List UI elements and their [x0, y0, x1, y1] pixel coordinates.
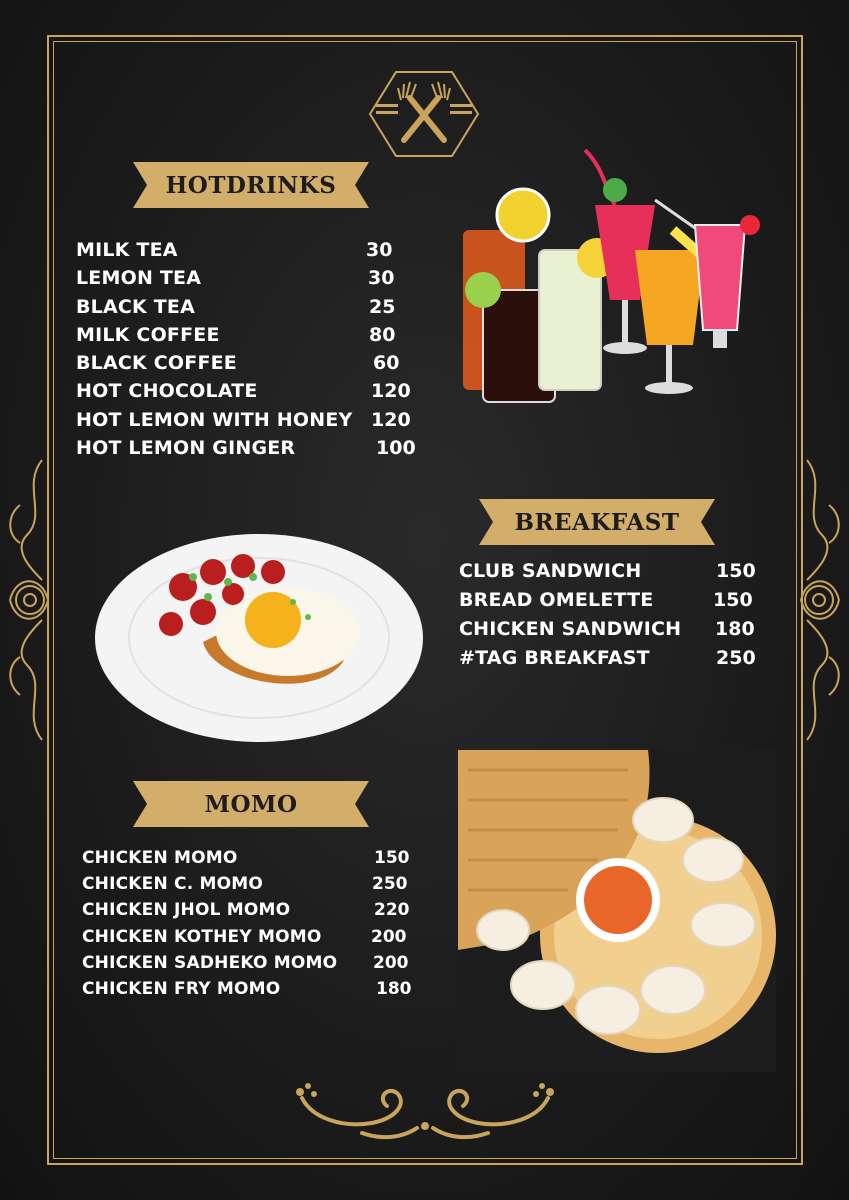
- menu-item-price: 100: [376, 437, 416, 459]
- hotdrinks-banner: [133, 162, 369, 208]
- menu-item-price: 200: [373, 953, 409, 973]
- menu-item-name: CHICKEN SANDWICH: [459, 618, 682, 640]
- menu-item-price: 150: [374, 848, 410, 868]
- momo-steamer-image: [458, 750, 776, 1072]
- menu-item-name: CHICKEN MOMO: [82, 848, 238, 868]
- menu-item-name: BREAD OMELETTE: [459, 589, 654, 611]
- menu-item-price: 220: [374, 900, 410, 920]
- menu-item-name: BLACK TEA: [76, 296, 196, 318]
- menu-item-name: MILK TEA: [76, 239, 178, 261]
- menu-item-price: 60: [373, 352, 400, 374]
- menu-item-price: 150: [713, 589, 753, 611]
- menu-item-name: CHICKEN KOTHEY MOMO: [82, 927, 322, 947]
- menu-item-price: 80: [369, 324, 396, 346]
- menu-item-name: HOT CHOCOLATE: [76, 380, 258, 402]
- momo-banner: [133, 781, 369, 827]
- menu-item-price: 25: [369, 296, 396, 318]
- right-scroll-ornament-icon: [797, 455, 847, 745]
- menu-item-name: CHICKEN SADHEKO MOMO: [82, 953, 338, 973]
- menu-item-name: LEMON TEA: [76, 267, 202, 289]
- menu-item-price: 180: [376, 979, 412, 999]
- left-scroll-ornament-icon: [2, 455, 52, 745]
- menu-item-name: CHICKEN FRY MOMO: [82, 979, 281, 999]
- bottom-flourish-ornament-icon: [292, 1078, 558, 1144]
- momo-title: MOMO: [204, 790, 298, 818]
- menu-item-name: CLUB SANDWICH: [459, 560, 642, 582]
- menu-item-name: HOT LEMON GINGER: [76, 437, 296, 459]
- breakfast-title: BREAKFAST: [514, 508, 680, 536]
- breakfast-plate-image: [93, 532, 426, 744]
- menu-item-price: 250: [716, 647, 756, 669]
- menu-item-name: BLACK COFFEE: [76, 352, 237, 374]
- menu-item-name: CHICKEN C. MOMO: [82, 874, 264, 894]
- menu-item-price: 200: [371, 927, 407, 947]
- breakfast-banner: [479, 499, 715, 545]
- menu-item-price: 120: [371, 380, 411, 402]
- menu-item-price: 120: [371, 409, 411, 431]
- menu-item-price: 30: [366, 239, 393, 261]
- menu-item-price: 250: [372, 874, 408, 894]
- menu-item-name: CHICKEN JHOL MOMO: [82, 900, 291, 920]
- menu-item-name: HOT LEMON WITH HONEY: [76, 409, 353, 431]
- menu-item-name: #TAG BREAKFAST: [459, 647, 650, 669]
- menu-item-price: 180: [715, 618, 755, 640]
- menu-item-name: MILK COFFEE: [76, 324, 220, 346]
- menu-item-price: 150: [716, 560, 756, 582]
- hotdrinks-title: HOTDRINKS: [165, 171, 337, 199]
- menu-item-price: 30: [368, 267, 395, 289]
- cold-drinks-image: [455, 130, 770, 405]
